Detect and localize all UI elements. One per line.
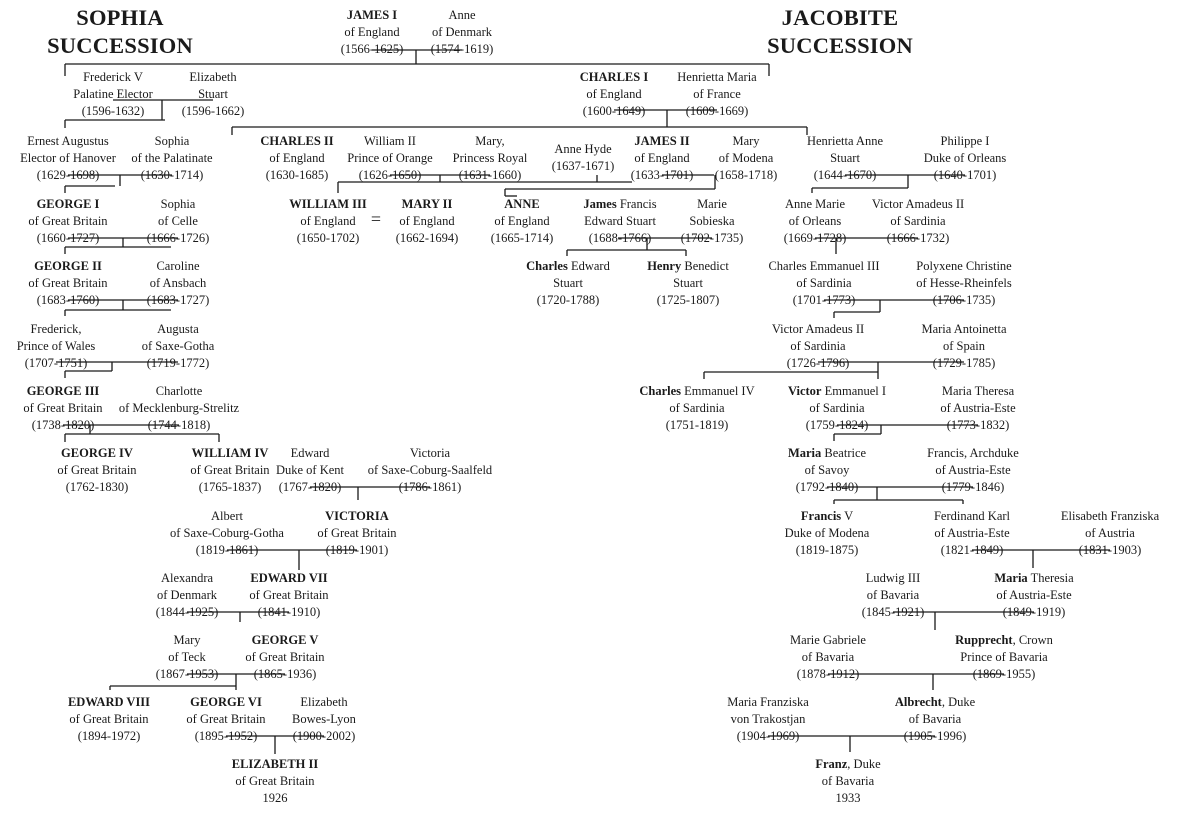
marriage-equals-symbol: =	[370, 209, 382, 229]
person-name-bold: Victor	[787, 384, 822, 398]
person-years: (1702-1735)	[680, 231, 744, 245]
person-years: (1841-1910)	[257, 605, 321, 619]
person-name: Maria Franziska	[727, 695, 809, 709]
person-years: (1596-1662)	[181, 104, 245, 118]
person-name-rest: Benedict	[681, 259, 729, 273]
person-name-bold: Charles	[526, 259, 568, 273]
person-title: Stuart	[198, 87, 228, 101]
person-title: of Sardinia	[809, 401, 865, 415]
person-name-bold: ELIZABETH II	[231, 757, 319, 771]
person-franz	[728, 756, 968, 807]
person-title: of Great Britain	[186, 712, 266, 726]
person-name: Frederick V	[83, 70, 143, 84]
person-years: (1786-1861)	[398, 480, 462, 494]
person-name-rest: Theresia	[1027, 571, 1074, 585]
person-name-rest: Emmanuel I	[821, 384, 887, 398]
person-name: Marie	[697, 197, 727, 211]
person-years: (1744-1818)	[147, 418, 211, 432]
person-name: Frederick,	[30, 322, 82, 336]
person-name: William II	[364, 134, 416, 148]
person-name	[815, 694, 1055, 711]
person-years: (1660-1727)	[36, 231, 100, 245]
person-title: of Sardinia	[796, 276, 852, 290]
person-name: Maria Theresa	[941, 384, 1015, 398]
person-elizabeth-bl	[204, 694, 444, 745]
person-title: of England	[586, 87, 642, 101]
person-title: of Great Britain	[245, 650, 325, 664]
person-title: of Great Britain	[28, 276, 108, 290]
person-name: Victor Amadeus II	[771, 322, 865, 336]
person-years: (1819-1861)	[195, 543, 259, 557]
person-name-bold: GEORGE I	[36, 197, 100, 211]
person-name: Mary	[173, 633, 201, 647]
person-years: (1719-1772)	[146, 356, 210, 370]
person-title: Bowes-Lyon	[292, 712, 356, 726]
person-years: (1706-1735)	[932, 293, 996, 307]
person-name: Mary,	[475, 134, 505, 148]
person-name-bold: James	[583, 197, 617, 211]
person-name	[155, 756, 395, 773]
person-name: Elizabeth	[189, 70, 237, 84]
person-title: of Great Britain	[249, 588, 329, 602]
person-title: of Saxe-Gotha	[141, 339, 215, 353]
person-years: (1633-1701)	[630, 168, 694, 182]
person-years: (1831-1903)	[1078, 543, 1142, 557]
person-years: (1683-1727)	[146, 293, 210, 307]
person-rupprecht	[884, 632, 1124, 683]
person-name: Anne Marie	[784, 197, 846, 211]
person-title: of Hesse-Rheinfels	[916, 276, 1012, 290]
person-title: von Trakostjan	[730, 712, 806, 726]
person-title: Duke of Kent	[275, 463, 345, 477]
person-years: 1933	[835, 791, 861, 805]
person-years: (1869-1955)	[972, 667, 1036, 681]
person-name-bold: ANNE	[504, 197, 540, 211]
person-years: (1904-1969)	[736, 729, 800, 743]
person-years: (1773-1832)	[946, 418, 1010, 432]
person-years: (1894-1972)	[77, 729, 141, 743]
person-name-bold: Franz	[815, 757, 848, 771]
person-victoria-scs	[310, 445, 550, 496]
person-years: (1669-1728)	[783, 231, 847, 245]
person-name: Sophia	[160, 197, 196, 211]
person-title: Stuart	[673, 276, 703, 290]
person-title: of England	[269, 151, 325, 165]
person-name: Sophia	[154, 134, 190, 148]
person-title: of Austria	[1085, 526, 1135, 540]
person-name: Mary	[732, 134, 760, 148]
person-years: (1707-1751)	[24, 356, 88, 370]
person-name: Victoria	[409, 446, 451, 460]
person-name: Polyxene Christine	[916, 259, 1012, 273]
person-years: (1762-1830)	[65, 480, 129, 494]
person-years: (1665-1714)	[490, 231, 554, 245]
person-name	[165, 632, 405, 649]
person-years: (1701-1773)	[792, 293, 856, 307]
person-name: Alexandra	[160, 571, 214, 585]
person-years: (1792-1840)	[795, 480, 859, 494]
person-years: (1662-1694)	[395, 231, 459, 245]
person-name	[728, 756, 968, 773]
person-name-bold: JAMES I	[346, 8, 398, 22]
person-name: Ernest Augustus	[27, 134, 109, 148]
person-name: Charles Emmanuel III	[768, 259, 880, 273]
person-charlotte	[59, 383, 299, 434]
person-title: of Mecklenburg-Strelitz	[118, 401, 240, 415]
person-name: Francis, Archduke	[927, 446, 1019, 460]
person-name-bold: EDWARD VIII	[67, 695, 151, 709]
person-years: (1629-1698)	[36, 168, 100, 182]
person-name-bold: GEORGE V	[251, 633, 319, 647]
person-years: (1630-1685)	[265, 168, 329, 182]
jacobite-succession-title: JACOBITE SUCCESSION	[767, 5, 913, 58]
person-maria-theresa-ae	[858, 383, 1098, 434]
person-title: of Great Britain	[28, 214, 108, 228]
person-title: of England	[344, 25, 400, 39]
person-name	[237, 508, 477, 525]
person-title: of Bavaria	[821, 774, 875, 788]
person-title: of England	[494, 214, 550, 228]
person-years: (1819-1875)	[795, 543, 859, 557]
person-name: Albert	[211, 509, 243, 523]
person-title: Princess Royal	[452, 151, 528, 165]
person-years: (1631-1660)	[458, 168, 522, 182]
person-years: (1900-2002)	[292, 729, 356, 743]
person-title: of Great Britain	[23, 401, 103, 415]
person-albrecht	[815, 694, 1055, 745]
person-years: (1878-1912)	[796, 667, 860, 681]
person-name-bold: JAMES II	[634, 134, 690, 148]
person-title: of Austria-Este	[996, 588, 1072, 602]
person-name	[169, 570, 409, 587]
person-name-rest: , Crown	[1012, 633, 1053, 647]
person-title: of England	[399, 214, 455, 228]
person-name: Ludwig III	[865, 571, 921, 585]
person-name-bold: GEORGE III	[26, 384, 100, 398]
person-years: (1688-1766)	[588, 231, 652, 245]
person-name-rest: Edward	[567, 259, 610, 273]
person-name-bold: Maria	[787, 446, 822, 460]
person-years: (1644-1670)	[813, 168, 877, 182]
person-caroline	[58, 258, 298, 309]
person-elizabeth-stuart	[93, 69, 333, 120]
person-title: Stuart	[553, 276, 583, 290]
person-philippe1	[845, 133, 1085, 184]
person-title: of Savoy	[804, 463, 850, 477]
person-name-bold: CHARLES II	[260, 134, 334, 148]
person-name-bold: Henry	[647, 259, 682, 273]
person-name: Edward	[290, 446, 330, 460]
person-name-bold: GEORGE VI	[190, 695, 262, 709]
person-title: Edward Stuart	[584, 214, 656, 228]
person-title: of Modena	[718, 151, 774, 165]
person-name-bold: Francis	[800, 509, 842, 523]
person-years: (1720-1788)	[536, 293, 600, 307]
person-victor-amadeus2	[798, 196, 1038, 247]
person-years: (1765-1837)	[198, 480, 262, 494]
person-years: (1626-1650)	[358, 168, 422, 182]
person-years: 1926	[262, 791, 288, 805]
person-title: of Bavaria	[908, 712, 962, 726]
person-name-rest: Francis	[616, 197, 657, 211]
person-name-rest: Beatrice	[821, 446, 867, 460]
person-title: of Celle	[158, 214, 198, 228]
person-years: (1683-1760)	[36, 293, 100, 307]
person-name-bold: WILLIAM IV	[191, 446, 269, 460]
person-name	[914, 570, 1154, 587]
person-title: of Denmark	[431, 25, 493, 39]
person-title: Prince of Bavaria	[960, 650, 1048, 664]
person-name: Augusta	[157, 322, 199, 336]
person-name-bold: VICTORIA	[325, 509, 389, 523]
person-title: of the Palatinate	[131, 151, 213, 165]
person-maria-theresia	[914, 570, 1154, 621]
person-title: of Great Britain	[190, 463, 270, 477]
person-years: (1650-1702)	[296, 231, 360, 245]
sophia-succession-title: SOPHIA SUCCESSION	[47, 5, 193, 58]
person-title: of Great Britain	[235, 774, 315, 788]
person-name-bold: Charles	[639, 384, 682, 398]
person-name-bold: Rupprecht	[955, 633, 1013, 647]
person-title: of France	[693, 87, 741, 101]
person-title: of Austria-Este	[934, 526, 1010, 540]
person-title: of Teck	[168, 650, 206, 664]
person-title: Duke of Modena	[784, 526, 870, 540]
person-name: Caroline	[156, 259, 200, 273]
person-years: (1821-1849)	[940, 543, 1004, 557]
person-title: of Denmark	[156, 588, 218, 602]
person-title: of Great Britain	[57, 463, 137, 477]
person-name-rest: Emmanuel IV	[681, 384, 755, 398]
person-years: (1819-1901)	[325, 543, 389, 557]
person-title: of Bavaria	[866, 588, 920, 602]
person-victoria	[237, 508, 477, 559]
person-name: Anne	[448, 8, 476, 22]
person-name-bold: GEORGE IV	[61, 446, 133, 460]
person-years: (1844-1925)	[155, 605, 219, 619]
person-title: of Great Britain	[69, 712, 149, 726]
person-name	[884, 632, 1124, 649]
person-name-rest: , Duke	[941, 695, 976, 709]
person-years: (1865-1936)	[253, 667, 317, 681]
person-years: (1867-1953)	[155, 667, 219, 681]
person-name: Anne Hyde	[554, 142, 612, 156]
person-name: Victor Amadeus II	[871, 197, 965, 211]
person-title: of Austria-Este	[935, 463, 1011, 477]
person-title: of Bavaria	[801, 650, 855, 664]
person-title: of Saxe-Coburg-Gotha	[170, 526, 284, 540]
person-name-bold: MARY II	[401, 197, 453, 211]
person-name-rest: , Duke	[847, 757, 881, 771]
person-name-bold: CHARLES I	[579, 70, 649, 84]
person-title: Elector of Hanover	[20, 151, 116, 165]
person-title: of England	[300, 214, 356, 228]
person-name: Henrietta Anne	[806, 134, 883, 148]
person-name: Philippe I	[940, 134, 990, 148]
person-years: (1596-1632)	[81, 104, 145, 118]
person-title: Prince of Wales	[16, 339, 96, 353]
person-years: (1779-1846)	[941, 480, 1005, 494]
person-years: (1609-1669)	[685, 104, 749, 118]
person-title: of Sardinia	[890, 214, 946, 228]
person-francis-arch	[853, 445, 1093, 496]
person-title: (1637-1671)	[551, 159, 615, 173]
person-polyxene	[844, 258, 1084, 309]
person-years: (1738-1820)	[31, 418, 95, 432]
person-elisabeth-fr	[990, 508, 1200, 559]
person-years: (1566-1625)	[340, 42, 404, 56]
person-title: of England	[634, 151, 690, 165]
person-title: of Saxe-Coburg-Saalfeld	[367, 463, 493, 477]
person-years: (1767-1820)	[278, 480, 342, 494]
person-years: (1600-1649)	[582, 104, 646, 118]
person-years: (1729-1785)	[932, 356, 996, 370]
person-henrietta-maria	[597, 69, 837, 120]
person-title: Palatine Elector	[73, 87, 153, 101]
person-title: Sobieska	[689, 214, 735, 228]
person-name-rest: V	[841, 509, 854, 523]
person-title: of Austria-Este	[940, 401, 1016, 415]
person-title: of Sardinia	[669, 401, 725, 415]
person-years: (1845-1921)	[861, 605, 925, 619]
person-anne-dk	[342, 7, 582, 58]
person-name: Henrietta Maria	[677, 70, 757, 84]
person-years: (1905-1996)	[903, 729, 967, 743]
person-years: (1666-1732)	[886, 231, 950, 245]
person-years: (1725-1807)	[656, 293, 720, 307]
person-years: (1658-1718)	[714, 168, 778, 182]
person-name-bold: EDWARD VII	[250, 571, 328, 585]
person-years: (1666-1726)	[146, 231, 210, 245]
person-name: Maria Antoinetta	[921, 322, 1007, 336]
person-edward7	[169, 570, 409, 621]
person-years: (1640-1701)	[933, 168, 997, 182]
person-title: of Great Britain	[317, 526, 397, 540]
person-title: of Sardinia	[790, 339, 846, 353]
person-name: Charlotte	[155, 384, 203, 398]
person-maria-antoinetta	[844, 321, 1084, 372]
person-name-bold: Maria	[994, 571, 1028, 585]
person-years: (1726-1796)	[786, 356, 850, 370]
person-years: (1849-1919)	[1002, 605, 1066, 619]
person-years: (1751-1819)	[665, 418, 729, 432]
person-name: Elisabeth Franziska	[1060, 509, 1160, 523]
person-years: (1759-1824)	[805, 418, 869, 432]
person-augusta	[58, 321, 298, 372]
person-title: Stuart	[830, 151, 860, 165]
person-title: of Orleans	[788, 214, 842, 228]
person-name-bold: Albrecht	[894, 695, 942, 709]
person-name: Ferdinand Karl	[933, 509, 1011, 523]
person-name: Elizabeth	[300, 695, 348, 709]
person-name-bold: GEORGE II	[34, 259, 102, 273]
person-elizabeth2	[155, 756, 395, 807]
person-name: Marie Gabriele	[789, 633, 866, 647]
person-title: Duke of Orleans	[923, 151, 1007, 165]
person-years: (1895-1952)	[194, 729, 258, 743]
person-years: (1630-1714)	[140, 168, 204, 182]
person-title: Prince of Orange	[347, 151, 433, 165]
person-name-bold: WILLIAM III	[289, 197, 367, 211]
person-george5	[165, 632, 405, 683]
person-title: of Spain	[942, 339, 985, 353]
person-years: (1574-1619)	[430, 42, 494, 56]
person-title: of Ansbach	[149, 276, 207, 290]
